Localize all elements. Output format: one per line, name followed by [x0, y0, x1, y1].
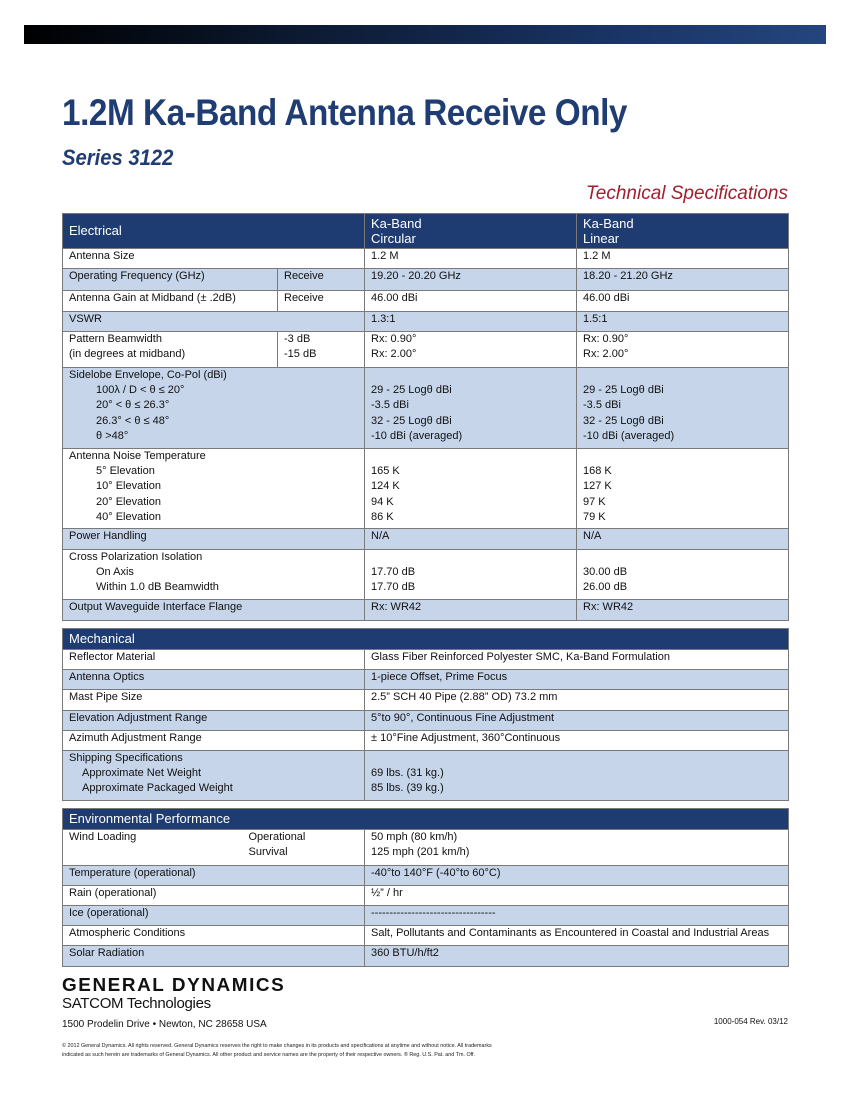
circular-value: 46.00 dBi: [365, 291, 577, 312]
table-row: [63, 690, 789, 711]
row-value: 5°to 90°, Continuous Fine Adjustment: [365, 711, 789, 731]
row-value: 1-piece Offset, Prime Focus: [365, 670, 789, 690]
circular-value: 19.20 - 20.20 GHz: [365, 269, 577, 291]
linear-value: N/A: [577, 529, 789, 550]
table-row: [63, 946, 789, 967]
mechanical-table: [62, 628, 789, 801]
table-row: [63, 600, 789, 621]
row-value: 360 BTU/h/ft2: [365, 946, 789, 967]
row-label: Sidelobe Envelope, Co-Pol (dBi) 100λ / D < θ ≤ 20° 20° < θ ≤ 26.3° 26.3° < θ ≤ 48° θ >48°: [63, 368, 365, 449]
legal-line-2: indicated as such herein are trademarks of General Dynamics. All other product and service names are the property of their respective owners. ® Reg. U.S. Pat. and Tm. Off.: [62, 1052, 476, 1058]
linear-value: 30.00 dB 26.00 dB: [577, 550, 789, 600]
row-label: Operating Frequency (GHz): [63, 269, 278, 291]
table-row: [63, 550, 789, 600]
circular-value: 1.2 M: [365, 249, 577, 269]
table-row: [63, 670, 789, 690]
table-row: [63, 368, 789, 449]
linear-value: Rx: WR42: [577, 600, 789, 621]
table-row: [63, 332, 789, 368]
technical-specifications-label: Technical Specifications: [585, 183, 788, 204]
environmental-section-label: Environmental Performance: [63, 809, 789, 830]
row-label: Rain (operational): [63, 886, 365, 906]
row-value: Glass Fiber Reinforced Polyester SMC, Ka-Band Formulation: [365, 650, 789, 670]
mechanical-header-row: [63, 629, 789, 650]
row-sublabel: Operational Survival: [243, 830, 365, 866]
row-label: Pattern Beamwidth (in degrees at midband): [63, 332, 278, 368]
row-sublabel: Receive: [278, 269, 365, 291]
linear-value: 168 K 127 K 97 K 79 K: [577, 449, 789, 529]
mechanical-section-label: Mechanical: [63, 629, 789, 650]
row-label: Temperature (operational): [63, 866, 365, 886]
col-circular-header: Ka-Band Circular: [365, 214, 577, 249]
row-value: 69 lbs. (31 kg.) 85 lbs. (39 kg.): [365, 751, 789, 801]
row-label: Ice (operational): [63, 906, 365, 926]
table-row: [63, 711, 789, 731]
row-label: Azimuth Adjustment Range: [63, 731, 365, 751]
circular-value: Rx: 0.90° Rx: 2.00°: [365, 332, 577, 368]
legal-line-1: © 2012 General Dynamics. All rights reserved. General Dynamics reserves the right to make changes in its products and specifications at anytime and without notice. All trademarks: [62, 1043, 492, 1049]
table-row: [63, 926, 789, 946]
legal-notice: [62, 1042, 622, 1060]
company-address: 1500 Prodelin Drive • Newton, NC 28658 USA: [62, 1019, 267, 1030]
table-row: [63, 650, 789, 670]
row-label: Output Waveguide Interface Flange: [63, 600, 365, 621]
row-value: Salt, Pollutants and Contaminants as Encountered in Coastal and Industrial Areas: [365, 926, 789, 946]
electrical-section-label: Electrical: [63, 214, 365, 249]
table-row: [63, 906, 789, 926]
circular-value: 165 K 124 K 94 K 86 K: [365, 449, 577, 529]
row-label: Elevation Adjustment Range: [63, 711, 365, 731]
row-sublabel: Receive: [278, 291, 365, 312]
row-label: Reflector Material: [63, 650, 365, 670]
header-gradient-bar: [24, 25, 826, 44]
table-row: [63, 269, 789, 291]
environmental-header-row: [63, 809, 789, 830]
row-label: Power Handling: [63, 529, 365, 550]
linear-value: 46.00 dBi: [577, 291, 789, 312]
row-value: ----------------------------------: [365, 906, 789, 926]
company-division: SATCOM Technologies: [62, 995, 211, 1012]
row-label: Shipping Specifications Approximate Net Weight Approximate Packaged Weight: [63, 751, 365, 801]
document-number: 1000-054 Rev. 03/12: [713, 1017, 788, 1026]
table-row: [63, 312, 789, 332]
row-sublabel: -3 dB -15 dB: [278, 332, 365, 368]
circular-value: Rx: WR42: [365, 600, 577, 621]
table-row: [63, 449, 789, 529]
series-subtitle: Series 3122: [62, 145, 174, 170]
table-row: [63, 751, 789, 801]
row-value: ½” / hr: [365, 886, 789, 906]
table-row: [63, 249, 789, 269]
circular-value: 29 - 25 Logθ dBi -3.5 dBi 32 - 25 Logθ dBi -10 dBi (averaged): [365, 368, 577, 449]
table-row: [63, 866, 789, 886]
linear-value: 29 - 25 Logθ dBi -3.5 dBi 32 - 25 Logθ dBi -10 dBi (averaged): [577, 368, 789, 449]
row-label: Mast Pipe Size: [63, 690, 365, 711]
row-value: 2.5” SCH 40 Pipe (2.88” OD) 73.2 mm: [365, 690, 789, 711]
linear-value: 1.5:1: [577, 312, 789, 332]
row-label: Antenna Size: [63, 249, 365, 269]
row-label: Antenna Optics: [63, 670, 365, 690]
table-row: [63, 731, 789, 751]
table-row: [63, 291, 789, 312]
table-row: [63, 830, 789, 866]
row-value: 50 mph (80 km/h) 125 mph (201 km/h): [365, 830, 789, 866]
row-label: Cross Polarization Isolation On Axis Within 1.0 dB Beamwidth: [63, 550, 365, 600]
row-value: ± 10°Fine Adjustment, 360°Continuous: [365, 731, 789, 751]
row-label: Antenna Gain at Midband (± .2dB): [63, 291, 278, 312]
row-label: Atmospheric Conditions: [63, 926, 365, 946]
electrical-header-row: [63, 214, 789, 249]
company-logo: GENERAL DYNAMICS: [62, 975, 286, 995]
circular-value: 1.3:1: [365, 312, 577, 332]
linear-value: 18.20 - 21.20 GHz: [577, 269, 789, 291]
col-linear-header: Ka-Band Linear: [577, 214, 789, 249]
circular-value: 17.70 dB 17.70 dB: [365, 550, 577, 600]
table-row: [63, 886, 789, 906]
electrical-table: [62, 213, 789, 621]
environmental-table: [62, 808, 789, 967]
linear-value: Rx: 0.90° Rx: 2.00°: [577, 332, 789, 368]
row-label: Solar Radiation: [63, 946, 365, 967]
circular-value: N/A: [365, 529, 577, 550]
row-label: Antenna Noise Temperature 5° Elevation 10° Elevation 20° Elevation 40° Elevation: [63, 449, 365, 529]
table-row: [63, 529, 789, 550]
linear-value: 1.2 M: [577, 249, 789, 269]
row-label: Wind Loading: [63, 830, 243, 866]
row-label: VSWR: [63, 312, 365, 332]
row-value: -40°to 140°F (-40°to 60°C): [365, 866, 789, 886]
page-title: 1.2M Ka-Band Antenna Receive Only: [62, 92, 627, 133]
